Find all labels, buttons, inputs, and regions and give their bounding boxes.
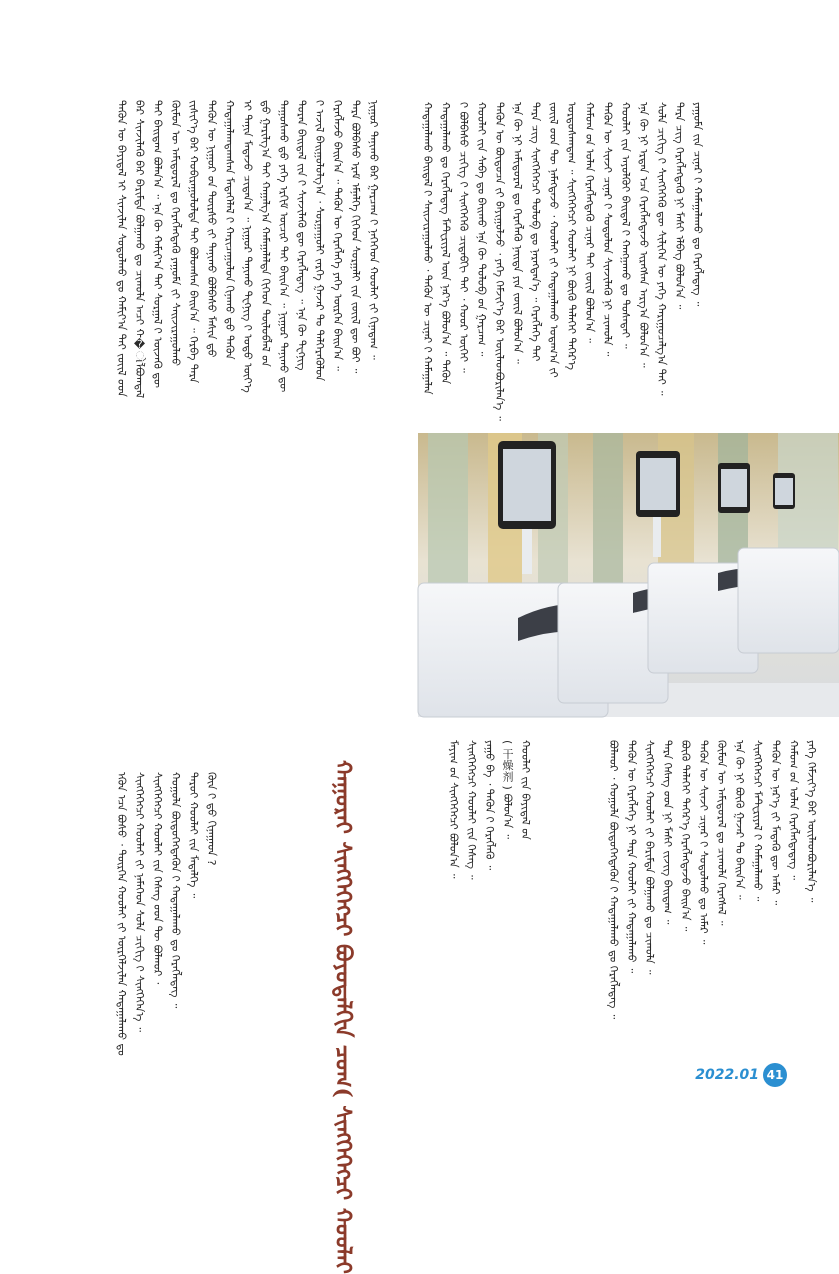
body-text-line: ᠬᠤᠤᠯᠠᠢ ᠶ᠋ᠢᠨ ᠠᠶᠤᠯᠭᠦᠢ ᠪᠠᠢᠳᠠᠯ ᠢ᠋ ᠬᠠᠩᠭᠠᠬᠤ ᠳᠤ ᠲᠤᠰᠠᠲᠠᠢ ᠃ xyxy=(619,102,632,349)
body-text-line: ᠰᠢᠩᠭᠡᠭᠡᠭᠴᠢ ᠮᠠᠲᠧᠷᠢᠶᠠᠯ ᠢ᠋ ᠬᠠᠮᠠᠭᠠᠯᠠᠬᠤ ᠃ xyxy=(751,740,764,902)
body-text-line: ᠲᠡᠭᠦᠨ ᠦ ᠪᠠᠶᠢᠳᠠᠯ ᠢ ᠰᠢᠨᠵᠢᠯᠡᠨ ᠰᠤᠳᠤᠯᠬᠤ ᠳᠤ ᠬᠠᠮᠢᠶ᠎ᠠ ᠲᠠᠢ ᠵᠦᠢᠯ ᠦ᠋ᠳ xyxy=(115,100,128,397)
article-body-column-left-upper xyxy=(112,100,408,742)
body-text-line: ᠲᠡᠭᠦᠨ ᠦ ᠰᠢᠨᠵᠢ ᠴᠢᠨᠠᠷ ᠢ᠋ ᠰᠤᠳᠤᠯᠬᠤ ᠳᠤ ᠠᠮᠠᠷ ᠃ xyxy=(697,740,710,945)
body-text-line: ᠶᠠᠭᠤᠮᠠ ᠶ᠋ᠢᠨ ᠴᠢᠨᠠᠷ ᠢ᠋ ᠬᠠᠮᠠᠭᠠᠯᠠᠬᠤ ᠳᠤ ᠬᠡᠷᠡᠭᠯᠡᠳᠡᠭ ᠃ xyxy=(691,102,704,307)
page-folio xyxy=(695,1063,787,1087)
body-text-line: ᠲᠡᠭᠦᠨ ᠦ ᠨᠢᠭᠤᠷ ᠤ᠋ᠨ ᠳᠦᠷᠰᠦ ᠶ᠋ᠢ ᠲᠠᠨᠢᠬᠤ ᠪᠣᠯᠪᠠᠰᠤ ᠮᠠᠰᠢᠨ ᠳ᠋ᠤ xyxy=(205,100,218,358)
body-text-line: ᠢ᠋ ᠪᠣᠯᠪᠠᠰᠤ ᠴᠢᠭᠢᠭ ᠢ᠋ ᠰᠢᠩᠭᠡᠭᠡᠬᠦ ᠴᠢᠳᠠᠪᠬᠢ ᠲᠠᠢ ᠂ ᠬᠣᠣᠷ ᠦᠭᠡᠢ ᠃ xyxy=(457,102,470,373)
body-text-line: ᠢ᠋ ᠠᠵᠢᠯ ᠪᠠᠢᠭᠤᠯᠤᠯᠭ᠎ᠠ ᠂ ᠰᠤᠷᠭᠠᠭᠤᠯᠢ ᠵᠡᠷᠭᠡ ᠭᠠᠵᠠᠷ ᠲᠤ ᠳᠡᠯᠭᠡᠷᠡᠭᠦᠯᠦᠨ xyxy=(313,100,326,382)
body-text-line: ᠬᠦᠮᠦᠨ ᠦ ᠠᠮᠢᠳᠤᠷᠠᠯ ᠳᠤ ᠬᠡᠷᠡᠭᠯᠡᠭᠳᠡᠬᠦ ᠶᠠᠭᠤᠮᠠ ᠶ᠋ᠢ ᠰᠠᠢᠵᠢᠷᠠᠭᠤᠯᠬᠤ xyxy=(169,100,182,366)
body-text-line: ᠬᠦᠨ ᠢ᠋ ᠳ᠋ᠤ ᠬᠢᠨᠠᠭᠠᠳ ? xyxy=(205,772,218,866)
body-text-line: ᠳᠠᠷᠤᠢ ᠬᠤᠤᠯᠠᠢ ᠶ᠋ᠢᠨ ᠮᠡᠳᠡᠯᠭᠡ ᠃ xyxy=(187,772,200,899)
body-text-line: ᠬᠤᠤᠯᠠᠢ ᠶ᠋ᠢᠨ ᠪᠠᠶᠢᠳᠠᠯ ᠤ᠋ᠨ xyxy=(519,740,532,840)
body-text-line: ᠶᠡᠬᠡ ᠬᠡᠮᠵᠢᠶ᠎ᠡ ᠪᠡᠷ ᠦᠢᠯᠡᠳᠪᠦᠷᠢᠯᠡᠨ᠎ᠡ ᠃ xyxy=(805,740,818,903)
body-text-line: ᠨᠢᠭᠤᠷ ᠲᠠᠨᠢᠬᠤ ᠪᠠᠷ ᠭᠠᠷᠴᠠᠭ ᠢ᠋ ᠨᠡᠭᠡᠬᠡᠳ ᠬᠤᠤᠯᠠᠢ ᠶ᠋ᠢ ᠬᠢᠨᠠᠳᠠᠭ ᠃ xyxy=(367,100,380,360)
body-text-line: ᠰᠢᠩᠭᠡᠭᠡᠭᠴᠢ ᠬᠤᠤᠯᠠᠢ ᠶ᠋ᠢᠨ ᠬᠡᠰᠡᠭ ᠃ xyxy=(465,740,478,880)
body-text-line: ᠵᠢᠱᠢᠶ᠎ᠡ ᠪᠡᠷ ᠬᠤᠪᠢᠷᠠᠭᠤᠯᠤᠯᠲᠠ ᠲᠠᠢ ᠪᠣᠯᠤᠭᠰᠠᠨ ᠪᠠᠢᠨ᠎ᠠ ᠃ ᠬᠡᠷᠪᠡ ᠲᠡᠷᠡ xyxy=(187,100,200,384)
body-text-line: ᠵᠦᠢᠯ ᠦ᠋ᠳ ᠲᠦ ᠨᠡᠮᠡᠭᠳᠡᠵᠦ ᠂ ᠬᠤᠤᠯᠠᠢ ᠶ᠋ᠢ ᠬᠠᠳᠠᠭᠠᠯᠠᠬᠤ ᠤᠳᠠᠭ᠎ᠠ ᠶ᠋ᠢ xyxy=(547,102,560,378)
body-text-line: ᠪᠣᠯᠬᠤᠷ ᠂ ᠬᠣᠭᠣᠯᠠ ᠪᠦᠲᠦᠭᠡᠭᠳᠡᠬᠦᠨ ᠢ᠋ ᠬᠠᠳᠠᠭᠠᠯᠠᠬᠤ ᠳᠤ ᠬᠡᠷᠡᠭᠯᠡᠳᠡᠭ ᠃ xyxy=(607,740,620,1020)
body-text-line: ᠶᠠᠭᠤ ᠪᠡ ᠂ ᠲᠡᠭᠦᠨ ᠢ᠋ ᠬᠡᠷᠡᠭᠯᠡᠬᠦ ᠃ xyxy=(483,740,496,871)
body-text-line: ᠬᠣᠭᠣᠯᠠ ᠪᠦᠲᠦᠭᠡᠭᠳᠡᠬᠦᠨ ᠢ᠋ ᠬᠠᠳᠠᠭᠠᠯᠠᠬᠤ ᠳᠤ ᠬᠡᠷᠡᠭᠯᠡᠳᠡᠭ ᠃ xyxy=(169,772,182,1009)
body-text-line: ᠳᠠᠭᠤᠰᠬᠤ ᠳ᠋ᠤ ᠶᠡᠬᠡ ᠡᠷᠬᠢᠮ ᠦᠴᠢᠷ ᠲᠠᠢ ᠪᠠᠢᠨ᠎ᠠ ᠃ ᠨᠢᠭᠤᠷ ᠲᠠᠨᠢᠬᠤ ᠳᠦ xyxy=(277,100,290,393)
body-text-line: ᠰᠢᠩᠭᠡᠭᠡᠭᠴᠢ ᠬᠤᠤᠯᠠᠢ ᠶ᠋ᠢ ᠨᠡᠮᠡᠭᠡᠳ ᠰᠤᠯᠠ ᠴᠢᠭᠢᠭ ᠢ᠋ ᠰᠢᠩᠭᠡᠭᠡᠨ᠎ᠡ ᠃ xyxy=(133,772,146,1033)
body-text-line: ᠤᠷᠲᠤᠰᠬᠠᠳᠠᠭ ᠃ ᠰᠢᠩᠭᠡᠭᠡᠭᠴᠢ ᠬᠤᠤᠯᠠᠢ ᠨᠢ ᠪᠦᠬᠦ ᠳᠡᠯᠡᠬᠡᠢ ᠳᠡᠭᠡᠷ᠎ᠡ xyxy=(565,102,578,370)
body-text-line: ᠪᠡᠷ ᠰᠢᠨᠵᠢᠯᠡᠬᠦ ᠪᠡᠷ ᠪᠠᠷᠢᠮᠲᠠ ᠪᠣᠯᠭᠠᠬᠤ ᠳᠤ ᠴᠢᠬᠤᠯᠠ ᠠᠴᠢ ᠬ�ોᠯᠪᠤᠭᠳᠠᠯ xyxy=(133,100,146,399)
title-line: ᠬᠠᠭᠤᠷᠠᠢ ᠰᠢᠩᠭᠡᠭᠡᠭᠴᠢ ᠪᠤᠶᠤ xyxy=(330,760,356,986)
body-text-line: ᠬᠠᠳᠠᠭᠠᠯᠠᠬᠤ ᠳᠤ ᠬᠡᠷᠡᠭᠯᠡᠳᠡᠭ ᠮᠠᠲᠧᠷᠢᠶᠠᠯ ᠦᠨ ᠨᠡᠷ᠎ᠡ ᠪᠣᠯᠤᠨ᠎ᠠ ᠃ ᠲᠡᠭᠦᠨ xyxy=(439,102,452,385)
face-recognition-gate-photo xyxy=(418,433,839,717)
body-text-line: ᠰᠢᠩᠭᠡᠭᠡᠭᠴᠢ ᠬᠤᠤᠯᠠᠢ ᠶ᠋ᠢᠨ ᠬᠡᠰᠡᠭ ᠦ᠋ᠳ ᠲᠦ ᠪᠣᠯᠬᠤᠷ ᠂ xyxy=(151,772,164,985)
page-number-badge: 41 xyxy=(763,1063,787,1087)
title-line: ( ᠰᠢᠩᠭᠡᠭᠡᠭᠴᠢ ᠬᠤᠤᠯᠠᠢ xyxy=(330,1087,356,1274)
body-text-line: ᠲᠡᠷᠡ ᠬᠡᠰᠡᠭ ᠦ᠋ᠳ ᠨᠢ ᠮᠠᠰᠢ ᠵᠢᠵᠢᠭ ᠪᠠᠢᠳᠠᠭ ᠃ xyxy=(661,740,674,925)
body-text-line: ᠬᠤᠤᠯᠠᠢ ᠶ᠋ᠢᠨ ᠰᠠᠪᠠ ᠳᠤ ᠪᠠᠢᠬᠤ ᠡᠨᠡ ᠬᠦ ᠲᠤᠯᠤᠪ ᠤ᠋ᠨ ᠭᠠᠷᠴᠠᠭ ᠃ xyxy=(475,102,488,357)
body-text-line: ᠪᠦᠬᠦ ᠳᠡᠯᠡᠬᠡᠢ ᠳᠡᠭᠡᠷ᠎ᠡ ᠬᠡᠷᠡᠭᠯᠡᠭᠳᠡᠵᠦ ᠪᠠᠢᠨ᠎ᠠ ᠃ xyxy=(679,740,692,932)
article-body-column-middle-lower xyxy=(444,740,592,1025)
body-text-line: ᠬᠡᠷᠡᠭᠯᠡᠵᠦ ᠪᠠᠢᠨ᠎ᠠ ᠃ ᠲᠡᠭᠦᠨ ᠦ ᠬᠡᠷᠡᠭᠯᠡᠭᠡ ᠶᠡᠬᠡ ᠦᠷᠭᠡᠨ ᠪᠠᠢᠨ᠎ᠠ ᠃ xyxy=(331,100,344,371)
body-text-line: ᠲᠡᠷᠡ ᠴᠢᠭ ᠬᠡᠷᠡᠭᠯᠡᠭᠳᠡᠬᠦ ᠨᠢ ᠮᠠᠰᠢ ᠡᠯᠪᠡᠭ ᠪᠣᠯᠤᠨ᠎ᠠ ᠃ xyxy=(673,102,686,310)
body-text-line: ᠲᠡᠭᠦᠨ ᠦ ᠬᠡᠷᠡᠭᠯᠡᠭᠡ ᠨᠢ ᠲᠡᠷᠡ ᠬᠤᠤᠯᠠᠢ ᠶ᠋ᠢ ᠬᠠᠳᠠᠭᠠᠯᠠᠬᠤ ᠃ xyxy=(625,740,638,974)
article-body-column-right-upper xyxy=(418,102,830,420)
gate-photo-illustration xyxy=(418,433,839,717)
body-text-line: ᠡᠨᠡ ᠬᠦ ᠨᠢ ᠪᠦᠬᠦ ᠭᠠᠵᠠᠷ ᠲᠤ ᠪᠠᠢᠨ᠎ᠠ ᠃ xyxy=(733,740,746,900)
body-text-line: ᠰᠢᠩᠭᠡᠭᠡᠭᠴᠢ ᠬᠤᠤᠯᠠᠢ ᠶ᠋ᠢ ᠪᠠᠷᠢᠮᠲᠠ ᠪᠣᠯᠭᠠᠬᠤ ᠳᠤ ᠴᠢᠬᠤᠯᠠ ᠃ xyxy=(643,740,656,975)
title-line: ᠲᠠᠯᠬᠢᠨ ᠴᠣᠭ xyxy=(330,985,356,1088)
article-title xyxy=(325,760,435,1274)
body-text-line: ᠳ᠋ᠤ ᠭᠠᠷᠢᠯᠭ᠎ᠠ ᠲᠠᠢ ᠬᠠᠭᠠᠯᠭ᠎ᠠ ᠬᠠᠮᠠᠭᠠᠯᠠᠯᠲᠠ ᠬᠢᠬᠡᠳ ᠲᠥᠯᠦᠪᠯᠡᠯ ᠤ᠋ᠨ xyxy=(259,100,272,367)
body-text-line: ᠬᠠᠳᠠᠭᠠᠯᠠᠭᠳᠠᠭᠰᠠᠨ ᠮᠡᠳᠡᠭᠡᠯᠡᠯ ᠢ᠋ ᠬᠠᠷᠢᠴᠠᠭᠤᠯᠤᠨ ᠬᠢᠨᠠᠬᠤ ᠳ᠋ᠤ ᠲᠡᠭᠦᠨ xyxy=(223,100,236,360)
article-body-column-right-lower xyxy=(604,740,832,1025)
body-text-line: ᠲᠡᠷᠡ ᠪᠤᠯᠪᠠᠰᠤ ᠡᠷᠡᠮ ᠡᠮᠨᠡᠯᠭᠡ ᠬᠢᠬᠡᠳ ᠰᠤᠷᠭᠠᠯᠢ ᠶ᠋ᠢᠨ ᠵᠦᠢᠯ ᠳᠦ ᠪᠤᠢ ᠃ xyxy=(349,100,362,374)
body-text-line: ᠡᠨᠡ ᠬᠦ ᠨᠢ ᠠᠮᠢᠳᠤᠷᠠᠯ ᠳᠤ ᠬᠡᠷᠡᠭᠯᠡᠬᠦ ᠨᠡᠢᠲᠡ ᠶᠢᠨ ᠵᠦᠢᠯ ᠪᠣᠯᠤᠨ᠎ᠠ ᠃ xyxy=(511,102,524,364)
body-text-line: ᠢ ᠲᠠᠨᠢᠨ ᠮᠡᠳᠡᠵᠦ ᠴᠢᠳᠠᠨ᠎ᠠ ᠃ ᠨᠢᠭᠤᠷ ᠲᠠᠨᠢᠬᠤ ᠲᠧᠬᠨᠢᠭ ᠢ᠋ ᠤᠳᠤ ᠦᠶ᠎ᠡ xyxy=(241,100,254,393)
body-text-line: ᠲᠡᠭᠦᠨ ᠦ ᠨᠡᠷ᠎ᠡ ᠶ᠋ᠢ ᠮᠡᠳᠡᠬᠦ ᠳᠦ ᠠᠮᠠᠷ ᠃ xyxy=(769,740,782,906)
body-text-line: ᠡᠨᠡ ᠬᠦ ᠨᠢ ᠡᠷᠲᠡᠨ ᠡᠴᠡ ᠬᠡᠷᠡᠭᠯᠡᠭᠳᠡᠵᠦ ᠢᠷᠡᠭᠰᠡᠨ ᠠᠷᠭ᠎ᠠ ᠪᠣᠯᠤᠨ᠎ᠠ ᠃ xyxy=(637,102,650,368)
body-text-line: ᠬᠠᠮᠤᠭ ᠤ᠋ᠨ ᠣᠯᠠᠨ ᠬᠡᠷᠡᠭᠯᠡᠭᠳᠡᠳᠡᠭ ᠃ xyxy=(787,740,800,881)
body-text-line: ᠲᠠᠢ ᠪᠠᠢᠳᠠᠭ ᠪᠣᠯᠠᠨ᠎ᠠ ᠃ ᠡᠨᠡ ᠬᠦ ᠬᠠᠮᠢᠶ᠎ᠠ ᠲᠠᠢ ᠰᠤᠷᠭᠠᠯ ᠢ᠋ ᠦᠵᠡᠬᠦ ᠳᠦ xyxy=(151,100,164,388)
body-text-line: ᠲᠡᠭᠦᠨ ᠦ ᠪᠦᠲᠦᠴᠡ ᠶ᠋ᠢ ᠪᠠᠶᠢᠭᠤᠯᠵᠤ ᠂ ᠶᠡᠬᠡ ᠬᠡᠮᠵᠢᠶ᠎ᠡ ᠪᠡᠷ ᠦᠢᠯᠡᠳᠪᠦᠷᠢᠯᠡᠨ᠎ᠡ ᠃ xyxy=(493,102,506,421)
body-text-line: ᠬᠠᠳᠠᠭᠠᠯᠠᠬᠤ ᠪᠠᠢᠳᠠᠯ ᠢ᠋ ᠰᠠᠢᠵᠢᠷᠠᠭᠤᠯᠬᠤ ᠂ ᠲᠡᠭᠦᠨ ᠦ ᠴᠢᠨᠠᠷ ᠢ᠋ ᠬᠠᠮᠠᠭᠠᠯᠠᠨ xyxy=(421,102,434,395)
body-text-line: ᠬᠠᠮᠤᠭ ᠤ᠋ᠨ ᠣᠯᠠᠨ ᠬᠡᠷᠡᠭᠯᠡᠭᠳᠡᠬᠦ ᠴᠢᠨᠠᠷ ᠲᠠᠢ ᠵᠦᠢᠯ ᠪᠣᠯᠤᠨ᠎ᠠ ᠃ xyxy=(583,102,596,343)
body-text-line: ᠰᠤᠯᠠ ᠴᠢᠭᠢᠭ ᠢ᠋ ᠰᠢᠩᠭᠡᠭᠡᠬᠦ ᠳᠦ ᠰᠢᠯᠢᠭᠡᠨ ᠦ ᠶᠡᠬᠡ ᠬᠠᠷᠢᠭᠤᠴᠠᠯᠭ᠎ᠠ ᠲᠠᠢ ᠃ xyxy=(655,102,668,396)
body-text-line: ᠮᠠᠶᠢᠭ ᠤ᠋ᠨ ᠰᠢᠩᠭᠡᠭᠡᠭᠴᠢ ᠪᠣᠯᠤᠨ᠎ᠠ ᠃ xyxy=(447,740,460,879)
body-text-line: ᠲᠡᠷᠡ ᠴᠢᠭ ᠰᠢᠩᠭᠡᠭᠡᠭᠴᠢ ᠲᠤᠯᠤᠪ ᠳᠤ ᠨᠡᠷᠡᠭᠳᠡᠨ᠎ᠡ ᠃ ᠬᠡᠷᠡᠭᠯᠡᠭᠡ ᠲᠠᠢ xyxy=(529,102,542,362)
issue-date: 2022.01 xyxy=(695,1067,759,1083)
body-text-line: ᠬᠦᠮᠦᠨ ᠦ ᠠᠮᠢᠳᠤᠷᠠᠯ ᠳᠤ ᠴᠢᠬᠤᠯᠠ ᠬᠡᠷᠡᠭᠰᠡᠯ ᠃ xyxy=(715,740,728,926)
body-text-line: ᠡᠭᠦᠨ ᠡᠴᠡ ᠪᠤᠰᠤ ᠂ ᠲᠦᠷᠭᠡᠨ ᠬᠤᠤᠯᠠᠢ ᠶ᠋ᠢ ᠦᠷᠭᠡᠯᠵᠢᠯᠡᠨ ᠬᠠᠳᠠᠭᠠᠯᠠᠬᠤ ᠳᠤ xyxy=(115,772,128,1056)
body-text-line: ᠳᠤᠷᠠᠨ ᠪᠠᠢᠳᠠᠯ ᠵᠢᠨ ᠢ᠋ ᠰᠢᠨᠵᠢᠯᠡᠬᠦ ᠳᠦ ᠬᠡᠷᠡᠭᠯᠡᠳᠡᠭ ᠃ ᠡᠨᠡ ᠬᠦ ᠲᠧᠬᠨᠢᠭ xyxy=(295,100,308,371)
body-text-line: ᠲᠡᠭᠦᠨ ᠦ ᠰᠢᠨᠵᠢ ᠴᠢᠨᠠᠷ ᠢ᠋ ᠰᠤᠳᠤᠯᠤᠨ ᠰᠢᠨᠵᠢᠯᠡᠬᠦ ᠨᠢ ᠴᠢᠬᠤᠯᠠ ᠃ xyxy=(601,102,614,357)
body-text-line: ( 干燥剂 ) ᠪᠣᠯᠤᠨ᠎ᠠ ᠃ xyxy=(501,740,514,840)
